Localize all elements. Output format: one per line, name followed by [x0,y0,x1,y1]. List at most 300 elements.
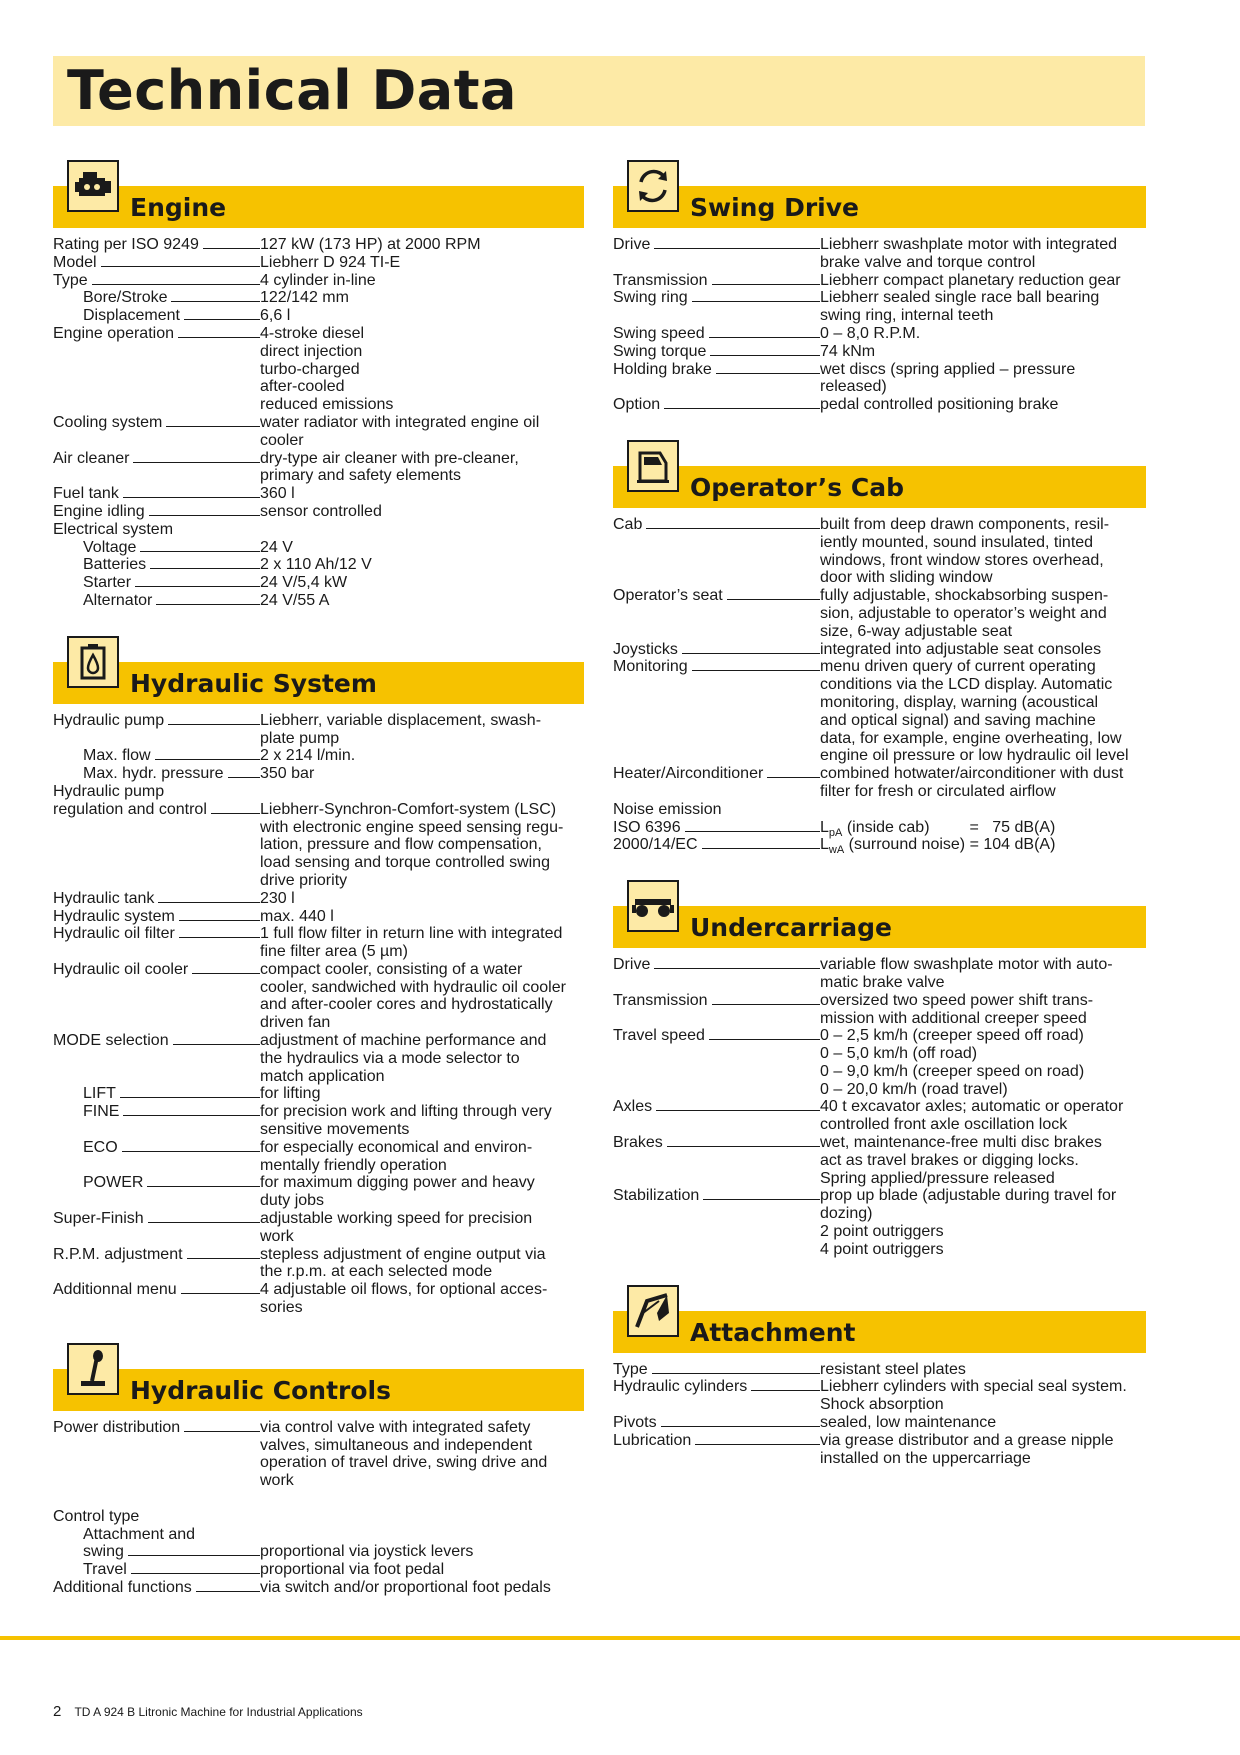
spec-label [613,819,820,837]
spec-row-air-cleaner [53,450,584,486]
spec-label [53,1281,260,1317]
spec-label-text: ECO [83,1138,118,1156]
spec-label [613,1027,820,1098]
spec-value-line: via grease distributor and a grease nipple [820,1431,1114,1449]
spec-label-text: Alternator [83,591,153,609]
spec-value-line: windows, front window stores overhead, [820,551,1104,569]
leader-line [682,653,820,654]
leader-line [192,973,260,974]
spec-label [613,956,820,992]
spec-row-swing-torque [613,343,1146,361]
spec-row-starter [53,574,584,592]
spec-row-travel-speed [613,1027,1146,1098]
leader-line [709,1039,820,1040]
spec-row-transmission [613,272,1146,290]
spec-row-electrical-system [53,521,584,539]
spec-value-line: Shock absorption [820,1396,944,1414]
spec-value-line: built from deep drawn components, resil- [820,515,1110,533]
leader-line [173,1044,260,1045]
spec-label-text: Air cleaner [53,449,130,467]
leader-line [751,1390,820,1391]
spec-label [53,574,260,592]
spec-value-line: 122/142 mm [260,289,349,307]
spec-value [260,254,584,272]
spec-row-cab [613,516,1146,587]
spec-label-text: Lubrication [613,1431,692,1449]
spec-value-line: 24 V/5,4 kW [260,574,348,592]
spec-value-line: engine oil pressure or low hydraulic oil level [820,747,1129,765]
spec-value [260,1281,584,1317]
excavator-arm-icon [627,1285,679,1337]
spec-label [613,765,820,801]
spec-value-line: 6,6 l [260,307,291,325]
section-operators-cab [613,440,1146,857]
spec-value [260,272,584,290]
leader-line [92,284,260,285]
spec-value [260,1508,584,1526]
spec-value-line: integrated into adjustable seat consoles [820,640,1102,658]
leader-line [692,670,820,671]
spec-value [820,1134,1146,1187]
spec-value-line: 2 point outriggers [820,1223,944,1241]
section-gap [53,610,584,636]
spec-label [53,1561,260,1579]
leader-line [101,266,260,267]
spec-row-attachment-and [53,1526,584,1544]
spec-row-displacement [53,307,584,325]
spec-value-line: conditions via the LCD display. Automatic [820,676,1113,694]
spec-value-line: proportional via foot pedal [260,1561,445,1579]
leader-line [702,848,820,849]
spec-value-line: data, for example, engine overheating, low [820,729,1122,747]
spec-value [820,396,1146,414]
spec-list [53,1419,584,1597]
spec-row-swing-ring [613,289,1146,325]
spec-value [260,1103,584,1139]
spec-label-text: Max. hydr. pressure [83,765,224,783]
spec-value-line: Liebherr D 924 TI-E [260,253,401,271]
spec-value-line: match application [260,1067,385,1085]
leader-line [181,1293,260,1294]
noise-value-lpa [820,819,1146,837]
spec-value-line: adjustable working speed for precision [260,1210,533,1228]
spec-label [53,503,260,521]
spec-row-operator-s-seat [613,587,1146,640]
spec-label [53,890,260,908]
spec-label [613,236,820,272]
leader-line [654,968,820,969]
spec-row-engine-idling [53,503,584,521]
spec-label-text: Hydraulic pump [53,711,165,729]
spec-row-batteries [53,556,584,574]
leader-line [166,426,260,427]
leader-line [685,831,820,832]
spec-value [260,747,584,765]
spec-row-stabilization [613,1187,1146,1258]
spec-label [53,289,260,307]
leader-line [128,1555,260,1556]
spec-label [53,254,260,272]
leader-line [667,1146,820,1147]
section-header [613,1285,1146,1353]
spec-label-text: Hydraulic oil cooler [53,960,189,978]
spec-label-text: Hydraulic oil filter [53,925,175,943]
spec-value-line: stepless adjustment of engine output via [260,1245,546,1263]
spec-value [820,641,1146,659]
leader-line [712,284,820,285]
spec-value-line: door with sliding window [820,569,993,587]
spec-label-text: Control type [53,1507,140,1525]
spec-value [820,658,1146,765]
leader-line [703,1199,820,1200]
spec-value-line: swing ring, internal teeth [820,307,994,325]
spec-value-line: via switch and/or proportional foot pedals [260,1579,551,1596]
spec-value-line: turbo-charged [260,360,360,378]
spec-value-line: work [260,1227,294,1245]
spec-label [53,450,260,486]
spec-label-text: 2000/14/EC [613,836,698,854]
noise-subscript: wA [828,844,845,857]
spec-row-lift [53,1085,584,1103]
spec-label [613,1361,820,1379]
spec-label [613,801,820,819]
spec-label [53,272,260,290]
right-column [613,160,1146,1467]
spec-label-text: POWER [83,1174,144,1192]
section-title: Hydraulic System [130,668,377,698]
leader-line [149,515,260,516]
leader-line [184,319,260,320]
spec-label [53,1139,260,1175]
spec-row-pivots [613,1414,1146,1432]
spec-label-text: Hydraulic system [53,907,175,925]
leader-line [716,373,820,374]
spec-value-line: operation of travel drive, swing drive and [260,1454,548,1472]
spec-value-line: 74 kNm [820,342,876,360]
spec-row-super-finish [53,1210,584,1246]
spec-value-line: controlled front axle oscillation lock [820,1116,1068,1134]
spec-label [613,272,820,290]
spec-label [613,658,820,765]
leader-line [710,355,820,356]
spec-value [260,712,584,748]
spec-value-line: Liebherr, variable displacement, swash- [260,711,542,729]
spec-value [820,801,1146,819]
spec-label-text: Drive [613,956,651,974]
spec-value-line: the hydraulics via a mode selector to [260,1049,520,1067]
section-title: Undercarriage [690,913,892,943]
spec-row-engine-operation [53,325,584,414]
spec-value [820,272,1146,290]
spec-label [53,765,260,783]
spec-value-line: plate pump [260,729,340,747]
spec-label [53,592,260,610]
section-title: Operator’s Cab [690,472,905,502]
section-attachment [613,1285,1146,1468]
leader-line [211,813,260,814]
spec-value-line: 230 l [260,889,295,907]
spec-value [260,503,584,521]
spec-value [260,908,584,926]
spec-value-line: 4 adjustable oil flows, for optional acces- [260,1281,548,1299]
spec-label [613,641,820,659]
spec-row-drive [613,956,1146,992]
spec-row-brakes [613,1134,1146,1187]
spec-row-type [613,1361,1146,1379]
spec-value-line: for precision work and lifting through very [260,1103,552,1121]
spec-label-text: Operator’s seat [613,587,723,605]
spec-value-line: monitoring, display, warning (acoustical [820,693,1099,711]
spec-label-text: Transmission [613,991,708,1009]
footer-rule [0,1636,1240,1640]
rotation-arrows-icon [627,160,679,212]
section-hydraulic-system [53,636,584,1317]
spec-value [260,1490,584,1508]
spec-row-option [613,396,1146,414]
spec-value [260,1139,584,1175]
spec-label [613,516,820,587]
spec-value [820,1027,1146,1098]
spec-value-line: iently mounted, sound insulated, tinted [820,533,1094,551]
spec-row-max-flow [53,747,584,765]
spec-value [260,1543,584,1561]
spec-row-monitoring [613,658,1146,765]
spec-label-text: Swing torque [613,342,707,360]
spec-row-2000-14-ec [613,836,1146,857]
spec-label-text: Travel [83,1561,127,1579]
noise-symbol: L [820,836,829,854]
spec-label-text: regulation and control [53,800,207,818]
spec-value-line: sion, adjustable to operator’s weight and [820,604,1107,622]
spec-value-line: Liebherr compact planetary reduction gear [820,271,1121,289]
spec-row-swing [53,1543,584,1561]
section-header [53,1343,584,1411]
spec-label [53,414,260,450]
spec-value-line: filter for fresh or circulated airflow [820,782,1056,800]
spec-list [613,1361,1146,1468]
spec-label [53,712,260,748]
spec-value-line: sealed, low maintenance [820,1414,997,1432]
spec-row-rating-per-iso-9249 [53,236,584,254]
spec-value [820,516,1146,587]
spec-label-text: Hydraulic tank [53,889,155,907]
spec-value-line: dozing) [820,1205,873,1223]
leader-line [179,937,260,938]
spec-value-line: 40 t excavator axles; automatic or operator [820,1098,1124,1116]
spec-value [820,1098,1146,1134]
section-header [53,636,584,704]
spec-label [613,1414,820,1432]
spec-value [820,361,1146,397]
spec-label [613,1378,820,1414]
page-number: 2 [53,1703,62,1720]
spec-row-regulation-and-control [53,801,584,890]
spec-list [53,712,584,1317]
spec-value-line: released) [820,378,887,396]
section-header [613,160,1146,228]
spec-value-line: reduced emissions [260,396,394,414]
undercarriage-icon [627,880,679,932]
section-engine [53,160,584,610]
section-header [613,880,1146,948]
spec-value-line: work [260,1472,294,1490]
section-header [613,440,1146,508]
spec-value-line: 4 point outriggers [820,1240,944,1258]
spec-label-text: Drive [613,236,651,253]
spec-label [613,325,820,343]
spec-label-text: Noise emission [613,800,722,818]
spec-label-text: Pivots [613,1414,657,1432]
spec-label-text: R.P.M. adjustment [53,1245,183,1263]
spec-row-swing-speed [613,325,1146,343]
spec-value-line: 0 – 8,0 R.P.M. [820,324,921,342]
leader-line [664,408,820,409]
leader-line [646,528,820,529]
spec-label-text: Type [613,1360,648,1378]
spec-row-lubrication [613,1432,1146,1468]
spec-label-text: Max. flow [83,747,151,765]
spec-label-text: Additional functions [53,1579,192,1596]
spec-row-iso-6396 [613,819,1146,837]
spec-label-text: Transmission [613,271,708,289]
leader-line [147,1186,260,1187]
leader-line [140,551,260,552]
spec-value [820,587,1146,640]
spec-label-text: Hydraulic cylinders [613,1378,748,1396]
spec-value-line: sensor controlled [260,502,382,520]
leader-line [122,1151,260,1152]
spec-list [613,956,1146,1259]
section-gap [53,1317,584,1343]
spec-row-hydraulic-cylinders [613,1378,1146,1414]
spec-value-line: sories [260,1299,303,1317]
spec-value [260,1419,584,1490]
spec-value [820,765,1146,801]
spec-label-text: Voltage [83,538,137,556]
spec-value-line: menu driven query of current operating [820,658,1096,676]
spec-label-text: swing [83,1543,124,1561]
spec-value-line: water radiator with integrated engine oil [260,413,540,431]
spec-row-hydraulic-pump [53,712,584,748]
spec-value [820,1414,1146,1432]
spec-value [820,956,1146,992]
spec-value-line: Liebherr cylinders with special seal system. [820,1378,1127,1396]
spec-label-text: FINE [83,1103,120,1121]
spec-value-line: prop up blade (adjustable during travel for [820,1187,1117,1205]
spec-label-text: Power distribution [53,1418,181,1436]
spec-row-max-hydr-pressure [53,765,584,783]
leader-line [187,1258,260,1259]
spec-label-text: Swing ring [613,289,688,307]
spec-value [260,236,584,254]
spec-row-hydraulic-pump [53,783,584,801]
section-gap [613,1259,1146,1285]
noise-value-lwa [820,836,1146,857]
spec-row-alternator [53,592,584,610]
leader-line [228,777,261,778]
spec-label-text: Engine operation [53,324,174,342]
spec-value [260,1526,584,1544]
spec-value-line: via control valve with integrated safety [260,1418,531,1436]
spec-label [53,1526,260,1544]
section-undercarriage [613,880,1146,1259]
spec-value-line: for especially economical and environ- [260,1138,533,1156]
leader-line [179,920,260,921]
spec-label [53,325,260,414]
spec-label [613,343,820,361]
leader-line [767,777,820,778]
spec-value [820,1361,1146,1379]
spec-value-line: 0 – 5,0 km/h (off road) [820,1045,978,1063]
spec-value [260,890,584,908]
spec-value-line: drive priority [260,871,348,889]
spec-label-text: Attachment and [83,1525,196,1543]
spec-row-fine [53,1103,584,1139]
spec-value-line: 1 full flow filter in return line with integrated [260,925,563,943]
spec-label-text: Model [53,253,97,271]
spec-value-line: mission with additional creeper speed [820,1009,1087,1027]
oil-tank-icon [67,636,119,688]
spec-value-line: for lifting [260,1085,321,1103]
leader-line [168,724,260,725]
spec-value-line: primary and safety elements [260,467,461,485]
spec-label-text: Fuel tank [53,485,119,503]
spec-label-text: Displacement [83,307,180,325]
spec-label-text: Hydraulic pump [53,782,165,800]
spec-value-line: 2 x 214 l/min. [260,747,356,765]
spec-list [613,515,1146,857]
spec-label [53,1032,260,1085]
leader-line [695,1444,820,1445]
leader-line [123,497,260,498]
noise-text: (surround noise) = 104 dB(A) [844,836,1056,854]
spec-value-line: mentally friendly operation [260,1156,447,1174]
leader-line [148,1222,260,1223]
spec-value [820,236,1146,272]
spec-label-text: Stabilization [613,1187,700,1205]
leader-line [656,1110,820,1111]
spec-value-line: and optical signal) and saving machine [820,711,1096,729]
spec-label-text [53,1490,57,1508]
spec-row-cooling-system [53,414,584,450]
spec-value-line: wet, maintenance-free multi disc brakes [820,1134,1102,1152]
spec-label [53,539,260,557]
spec-value-line: with electronic engine speed sensing regu- [260,818,564,836]
leader-line [155,759,260,760]
spec-value-line: fully adjustable, shockabsorbing suspen- [820,587,1109,605]
spec-row-power-distribution [53,1419,584,1490]
spec-value-line: 360 l [260,485,295,503]
spec-value-line: 0 – 9,0 km/h (creeper speed on road) [820,1062,1085,1080]
spec-label-text: Additionnal menu [53,1281,177,1299]
spec-label-text: Starter [83,574,132,592]
spec-row-hydraulic-system [53,908,584,926]
spec-value-line: 350 bar [260,765,315,783]
spec-value-line: after-cooled [260,378,345,396]
noise-subscript: pA [828,826,843,839]
spec-value-line: for maximum digging power and heavy [260,1174,535,1192]
spec-label [53,1543,260,1561]
leader-line [171,301,260,302]
spec-label [53,783,260,801]
leader-line [131,1573,260,1574]
section-gap [613,414,1146,440]
section-gap [613,854,1146,880]
spec-value [260,485,584,503]
spec-label-text: Axles [613,1098,653,1116]
leader-line [184,1431,260,1432]
spec-label [613,1432,820,1468]
